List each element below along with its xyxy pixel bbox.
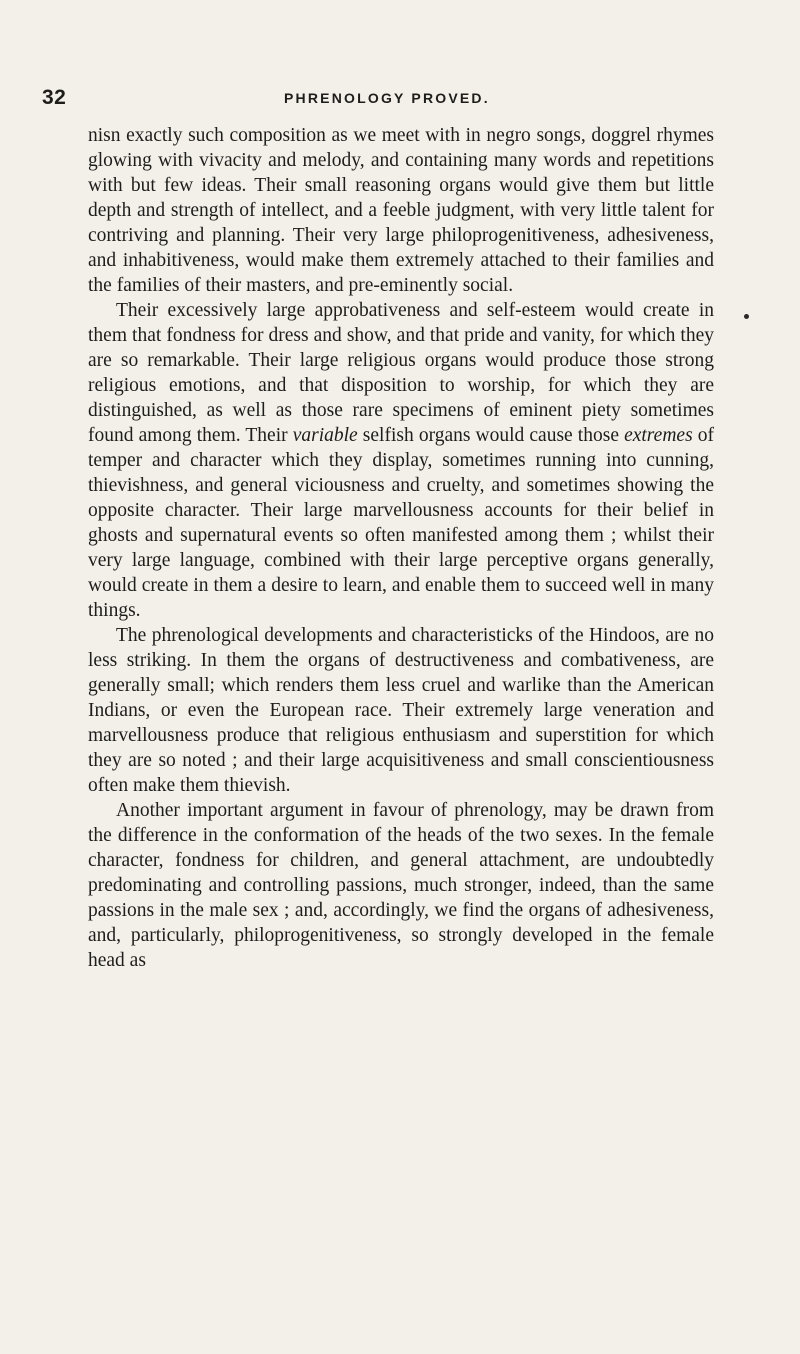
paragraph-text: of temper and character which they display, sometimes running into cunning, thievishness, and general viciousness and cruelty, and sometimes showing the opposite character. Their large marvellousness accounts for their belief in ghosts and supernatural events so often manifested among them ; whilst their very large language, combined with their large perceptive organs generally, would create in them a desire to learn, and enable them to succeed well in many things. bbox=[88, 425, 715, 621]
running-head: PHRENOLOGY PROVED. bbox=[284, 90, 490, 106]
paragraph-text: The phrenological developments and characteristicks of the Hindoos, are no less striking. In them the organs of destructiveness and combativeness, are generally small; which renders them less cruel and warlike than the American Indians, or even the European race. Their extremely large veneration and marvellousness produce that religious enthusiasm and superstition for which they are so noted ; and their large acquisitiveness and small conscientiousness often make them thievish. bbox=[88, 625, 714, 796]
page-header bbox=[42, 86, 692, 114]
paragraph-3 bbox=[88, 623, 714, 798]
paragraph-text: Another important argument in favour of phrenology, may be drawn from the difference in the conformation of the heads of the two sexes. In the female character, fondness for children, and general attachment, are undoubtedly predominating and controlling passions, much stronger, indeed, than the same passions in the male sex ; and, accordingly, we find the organs of adhesiveness, and, particularly, philoprogenitiveness, so strongly developed in the female head as bbox=[88, 800, 714, 971]
italic-word: extremes bbox=[624, 425, 693, 446]
body-text bbox=[88, 123, 714, 973]
paragraph-2 bbox=[88, 298, 714, 623]
paragraph-text: Their excessively large approbativeness and self-esteem would create in them that fondness for dress and show, and that pride and vanity, for which they are so remarkable. Their large religious organs would produce those strong religious emotions, and that disposition to worship, for which they are distinguished, as well as those rare specimens of eminent piety sometimes found among them. Their bbox=[88, 300, 714, 446]
margin-mark bbox=[744, 314, 749, 319]
paragraph-4 bbox=[88, 798, 714, 973]
paragraph-1 bbox=[88, 123, 714, 298]
paragraph-text: selfish organs would cause those bbox=[357, 425, 625, 446]
paragraph-text: nisn exactly such composition as we meet with in negro songs, doggrel rhymes glowing with vivacity and melody, and containing many words and repetitions with but few ideas. Their small reasoning organs would give them but little depth and strength of intellect, and a feeble judgment, with very little talent for contriving and planning. Their very large philoprogenitiveness, adhesiveness, and inhabitiveness, would make them extremely attached to their families and the families of their masters, and pre-eminently social. bbox=[88, 125, 714, 296]
page-number: 32 bbox=[42, 86, 67, 109]
italic-word: variable bbox=[292, 425, 358, 446]
